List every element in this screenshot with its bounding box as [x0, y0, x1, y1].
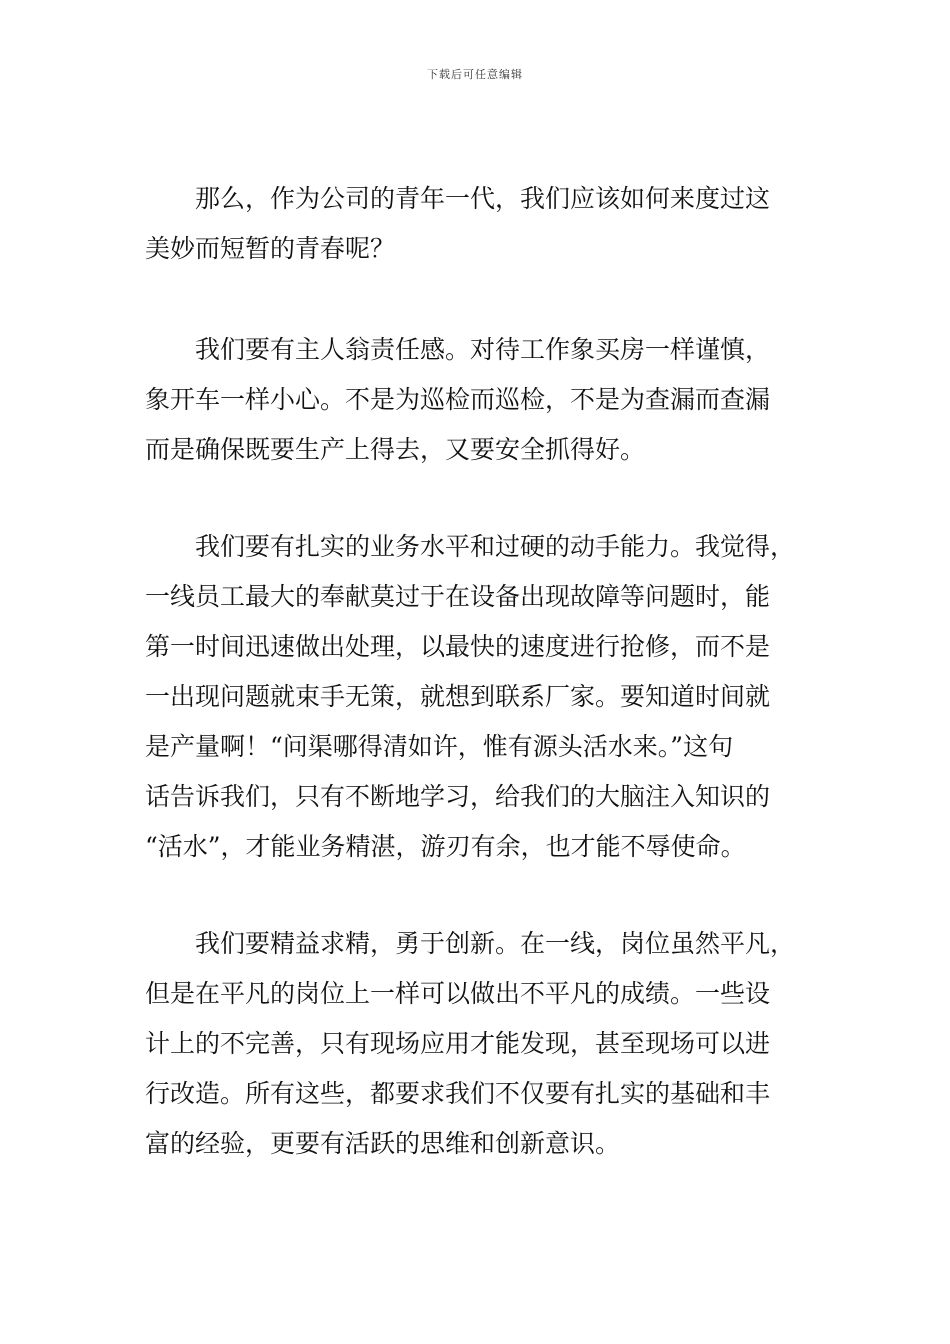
paragraph-line: 美妙而短暂的青春呢？	[145, 234, 396, 263]
paragraph-line: 那么，作为公司的青年一代，我们应该如何来度过这	[195, 184, 771, 213]
paragraph-line: 象开车一样小心。不是为巡检而巡检，不是为查漏而查漏	[145, 385, 771, 414]
paragraph-line: 一线员工最大的奉献莫过于在设备出现故障等问题时，能	[145, 582, 771, 611]
page-header: 下载后可任意编辑	[427, 68, 523, 81]
paragraph-line: 我们要有扎实的业务水平和过硬的动手能力。我觉得，	[195, 532, 796, 561]
paragraph-2	[145, 325, 810, 475]
paragraph-line: 行改造。所有这些，都要求我们不仅要有扎实的基础和丰	[145, 1079, 771, 1108]
paragraph-line: 我们要有主人翁责任感。对待工作象买房一样谨慎，	[195, 335, 771, 364]
paragraph-line: 我们要精益求精，勇于创新。在一线，岗位虽然平凡，	[195, 929, 796, 958]
paragraph-line: 计上的不完善，只有现场应用才能发现，甚至现场可以进	[145, 1029, 771, 1058]
paragraph-1	[145, 174, 810, 274]
paragraph-line: 富的经验，更要有活跃的思维和创新意识。	[145, 1129, 621, 1158]
paragraph-3	[145, 522, 810, 872]
paragraph-line: 话告诉我们，只有不断地学习，给我们的大脑注入知识的	[145, 782, 771, 811]
paragraph-4	[145, 919, 810, 1169]
paragraph-line: 一出现问题就束手无策，就想到联系厂家。要知道时间就	[145, 682, 771, 711]
paragraph-line: “活水”，才能业务精湛，游刃有余，也才能不辱使命。	[145, 832, 746, 861]
paragraph-line: 是产量啊！“问渠哪得清如许，惟有源头活水来。”这句	[145, 732, 734, 761]
paragraph-line: 而是确保既要生产上得去，又要安全抓得好。	[145, 435, 646, 464]
paragraph-line: 第一时间迅速做出处理，以最快的速度进行抢修，而不是	[145, 632, 771, 661]
paragraph-line: 但是在平凡的岗位上一样可以做出不平凡的成绩。一些设	[145, 979, 771, 1008]
